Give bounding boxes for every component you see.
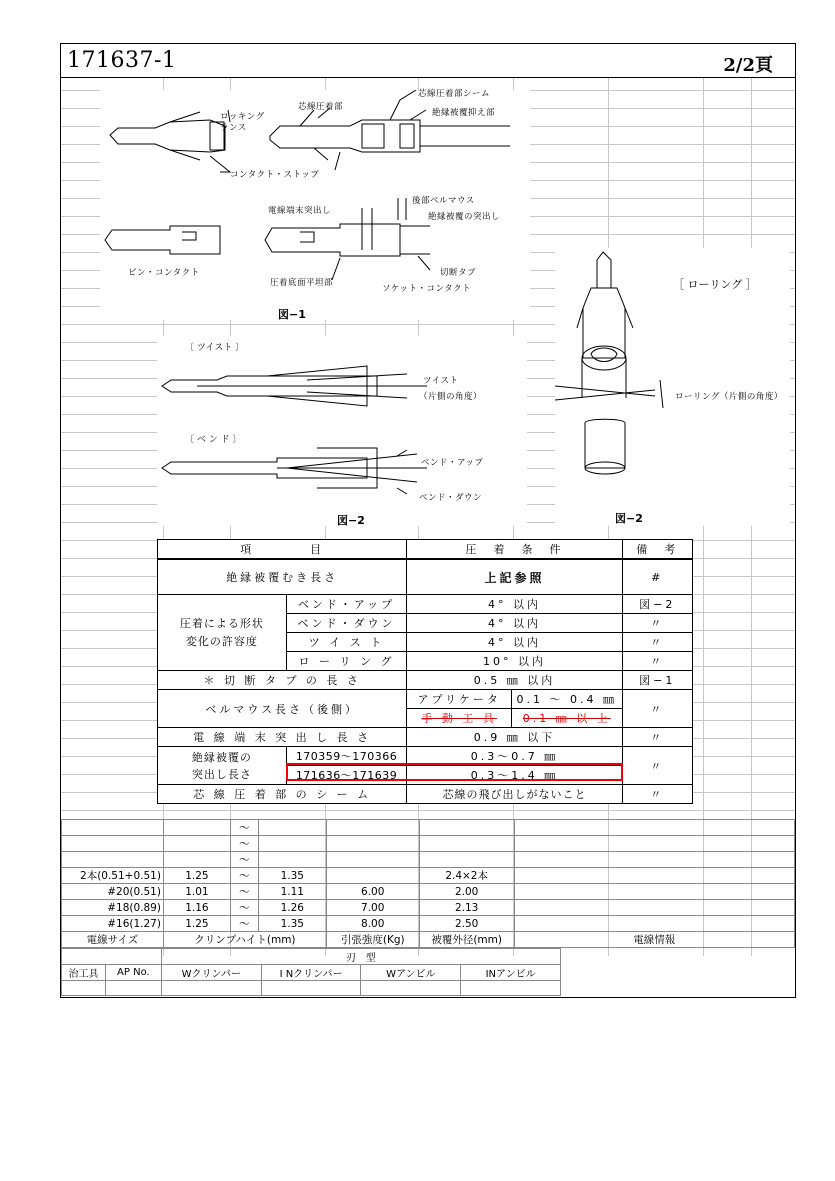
twist-label: ツイスト [423, 376, 459, 386]
header-w-anvil: Wアンビル [361, 965, 461, 981]
figure-2 [157, 336, 527, 526]
cut-tab-condition: 0.5 ㎜ 以内 [407, 671, 622, 690]
deform-group-label: 圧着による形状 変化の許容度 [158, 595, 287, 671]
header-ap-no: AP No. [105, 965, 161, 981]
bellmouth-hand-tool-value: 0.1 ㎜ 以 上 [511, 709, 622, 728]
crimp-min: 1.01 [163, 884, 230, 900]
tool-header-row [62, 965, 561, 981]
table-header-row [158, 540, 693, 560]
wire-end-note: 〃 [622, 728, 692, 747]
twist-angle-note: （片側の角度） [419, 392, 483, 402]
insulation-value-a: 0.3〜0.7 ㎜ [407, 747, 622, 766]
bend-up-label: ベンド・アップ [421, 458, 484, 468]
bend-up-item: ベンド・アップ [286, 595, 407, 614]
sep: 〜 [230, 836, 258, 852]
tensile: 6.00 [326, 884, 419, 900]
document-number: 171637-1 [67, 48, 177, 73]
sep: 〜 [230, 852, 258, 868]
table-row [158, 728, 693, 747]
header-wire-size: 電線サイズ [62, 932, 164, 948]
header-condition: 圧 着 条 件 [407, 540, 622, 560]
rolling-note: 〃 [622, 652, 692, 671]
label-insulation-hold: 絶縁被覆抑え部 [432, 108, 496, 118]
seam-condition: 芯線の飛び出しがないこと [407, 785, 622, 804]
crimp-min: 1.25 [163, 868, 230, 884]
bend-up-condition: 4° 以内 [407, 595, 622, 614]
figure-1-caption: 図−1 [278, 308, 306, 321]
header-in-crimper: I Nクリンパー [261, 965, 361, 981]
tensile: 7.00 [326, 900, 419, 916]
table-row [158, 671, 693, 690]
label-socket-contact: ソケット・コンタクト [382, 284, 472, 294]
insulation-note: 〃 [622, 747, 692, 785]
wire-size: #16(1.27) [62, 916, 164, 932]
rolling-label: ローリング（片側の角度） [675, 392, 783, 402]
tool-table [61, 948, 561, 996]
figure-rolling-caption: 図−2 [615, 512, 643, 525]
wire-end-condition: 0.9 ㎜ 以下 [407, 728, 622, 747]
crimp-min: 1.25 [163, 916, 230, 932]
wire-info-table [61, 819, 795, 948]
wire-size: 2本(0.51+0.51) [62, 868, 164, 884]
insulation-value-b: 0.3〜1.4 ㎜ [407, 766, 622, 785]
label-cut-tab: 切断タブ [440, 268, 477, 278]
header-tooling: 治工具 [62, 965, 106, 981]
outer-diameter: 2.00 [419, 884, 514, 900]
bend-down-condition: 4° 以内 [407, 614, 622, 633]
bellmouth-applicator-value: 0.1 〜 0.4 ㎜ [511, 690, 622, 709]
table-row [158, 785, 693, 804]
cut-tab-item: ＊ 切 断 タ ブ の 長 さ [158, 671, 407, 690]
label-locking-lance: ロッキング ランス [220, 112, 265, 133]
crimp-max: 1.11 [258, 884, 326, 900]
wire-size: #20(0.51) [62, 884, 164, 900]
table-row [62, 981, 561, 996]
header-tensile: 引張強度(Kg) [326, 932, 419, 948]
sep: 〜 [230, 868, 258, 884]
label-core-crimp-seam: 芯線圧着部シーム [418, 89, 491, 99]
twist-heading: 〔 ツイスト 〕 [185, 343, 245, 353]
header-in-anvil: INアンビル [461, 965, 561, 981]
blade-header: 刃 型 [161, 949, 560, 965]
table-row [62, 916, 795, 932]
insulation-protrusion-item: 絶縁被覆の 突出し長さ [158, 747, 287, 785]
rolling-item: ロ ー リ ン グ [286, 652, 407, 671]
table-row [62, 836, 795, 852]
bend-down-label: ベンド・ダウン [419, 493, 483, 503]
label-wire-end-protrusion: 電線端末突出し [268, 206, 332, 216]
bend-heading: 〔 ベ ン ド 〕 [185, 435, 242, 445]
label-contact-stop: コンタクト・ストップ [230, 170, 320, 180]
bend-down-item: ベンド・ダウン [286, 614, 407, 633]
figure-1 [100, 90, 530, 320]
crimp-min: 1.16 [163, 900, 230, 916]
wire-table-header-row [62, 932, 795, 948]
sep: 〜 [230, 916, 258, 932]
label-insulation-protrusion: 絶縁被覆の突出し [428, 212, 501, 222]
bend-up-note: 図−2 [622, 595, 692, 614]
label-pin-contact: ピン・コンタクト [128, 268, 200, 278]
strip-length-item: 絶縁被覆むき長さ [158, 559, 407, 595]
outer-diameter: 2.13 [419, 900, 514, 916]
tensile [326, 868, 419, 884]
outer-diameter: 2.4×2本 [419, 868, 514, 884]
bellmouth-hand-tool: 手 動 工 具 [407, 709, 512, 728]
table-row [62, 820, 795, 836]
table-row [62, 884, 795, 900]
table-row [62, 868, 795, 884]
wire-size: #18(0.89) [62, 900, 164, 916]
table-row [158, 559, 693, 595]
table-row [62, 852, 795, 868]
header-note: 備 考 [622, 540, 692, 560]
header-item: 項 目 [158, 540, 407, 560]
outer-diameter: 2.50 [419, 916, 514, 932]
page-number: 2/2頁 [723, 55, 773, 76]
bellmouth-applicator: アプリケータ [407, 690, 512, 709]
insulation-part-a: 170359〜170366 [286, 747, 407, 766]
cut-tab-note: 図−1 [622, 671, 692, 690]
seam-item: 芯 線 圧 着 部 の シ ー ム [158, 785, 407, 804]
table-row [62, 949, 561, 965]
table-row [158, 595, 693, 614]
crimp-max: 1.26 [258, 900, 326, 916]
label-crimp-bottom-flat: 圧着底面平坦部 [270, 278, 334, 288]
header-od: 被覆外径(mm) [419, 932, 514, 948]
twist-condition: 4° 以内 [407, 633, 622, 652]
tensile: 8.00 [326, 916, 419, 932]
bellmouth-note: 〃 [622, 690, 692, 728]
rolling-heading: ［ ローリング ］ [673, 278, 757, 291]
strip-length-note: # [622, 559, 692, 595]
title-row [61, 44, 795, 78]
wire-end-item: 電 線 端 末 突 出 し 長 さ [158, 728, 407, 747]
bend-down-note: 〃 [622, 614, 692, 633]
rolling-condition: 10° 以内 [407, 652, 622, 671]
highlight-box [286, 763, 623, 781]
figure-2-caption: 図−2 [337, 514, 365, 527]
strip-length-condition: 上記参照 [407, 559, 622, 595]
sep: 〜 [230, 900, 258, 916]
twist-item: ツ イ ス ト [286, 633, 407, 652]
label-core-crimp: 芯線圧着部 [298, 102, 344, 112]
table-row [62, 900, 795, 916]
sep: 〜 [230, 820, 258, 836]
seam-note: 〃 [622, 785, 692, 804]
sep: 〜 [230, 884, 258, 900]
crimp-max: 1.35 [258, 868, 326, 884]
header-wire-info: 電線情報 [514, 932, 794, 948]
insulation-part-b: 171636〜171639 [286, 766, 407, 785]
header-crimp-height: クリンプハイト(mm) [163, 932, 326, 948]
label-rear-bellmouth: 後部ベルマウス [412, 196, 475, 206]
table-row [158, 690, 693, 709]
bellmouth-item: ベルマウス長さ（後側） [158, 690, 407, 728]
figure-rolling [555, 248, 790, 526]
crimp-max: 1.35 [258, 916, 326, 932]
twist-note: 〃 [622, 633, 692, 652]
header-w-crimper: Wクリンパー [161, 965, 261, 981]
